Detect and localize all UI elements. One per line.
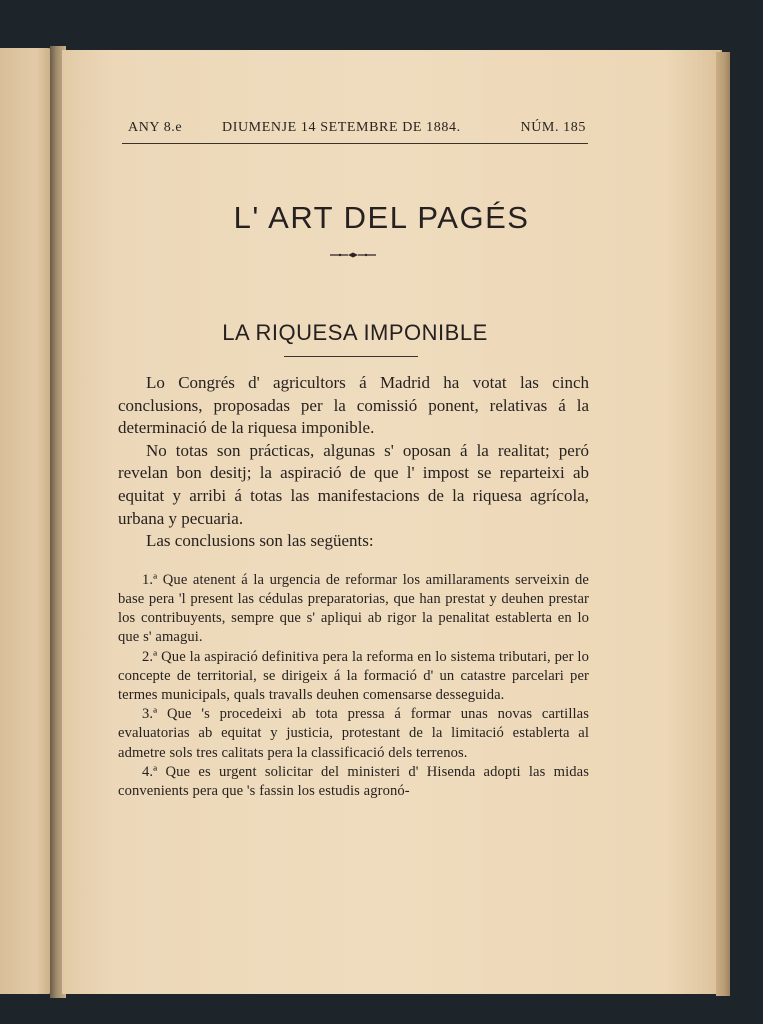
facing-page: [0, 48, 52, 994]
list-item: 2.ª Que la aspiració definitiva pera la reforma en lo sistema tributari, per lo concepte de territorial, se dirigeix á la formació d' un catastre parcelari per termes municipals, quals travalls deuhen comensarse desseguida.: [118, 648, 589, 703]
volume-label: ANY 8.e: [128, 120, 183, 135]
article-body: [118, 372, 589, 801]
list-item: 1.ª Que atenent á la urgencia de reformar los amillaraments serveixin de base pera 'l present las cédulas preparatorias, que han prestat y deuhen prestar los contribuyents, sempre que s' apliqui ab rigor la penalitat establerta en lo que s' amagui.: [118, 571, 589, 646]
page-edge: [716, 52, 730, 996]
title-rule: [284, 356, 418, 357]
issue-date: DIUMENJE 14 SETEMBRE DE 1884.: [222, 120, 461, 135]
paragraph: No totas son prácticas, algunas s' oposan á la realitat; peró revelan bon desitj; la aspiració de que l' impost se reparteixi ab equitat y arribi á totas las manifestacions de la riquesa agrícola, urbana y pecuaria.: [118, 440, 589, 528]
paragraph: Las conclusions son las següents:: [146, 531, 374, 551]
issue-number: NÚM. 185: [520, 120, 586, 135]
list-item: 4.ª Que es urgent solicitar del ministeri d' Hisenda adopti las midas convenients pera que 's fassin los estudis agronó-: [118, 763, 589, 799]
conclusions-list: [118, 571, 589, 801]
article-title: LA RIQUESA IMPONIBLE: [222, 320, 488, 345]
list-item: 3.ª Que 's procedeixi ab tota pressa á formar unas novas cartillas evaluatorias ab equitat y justicia, protestant de la limitació establerta al admetre sols tres calitats pera la classificació dels terrenos.: [118, 706, 589, 761]
ornament-icon: [328, 252, 378, 258]
masthead-title: L' ART DEL PAGÉS: [233, 200, 530, 235]
paragraph: Lo Congrés d' agricultors á Madrid ha votat las cinch conclusions, proposadas per la comissió ponent, relativas á la determinació de la riquesa imponible.: [118, 373, 589, 438]
header-rule: [122, 143, 588, 144]
